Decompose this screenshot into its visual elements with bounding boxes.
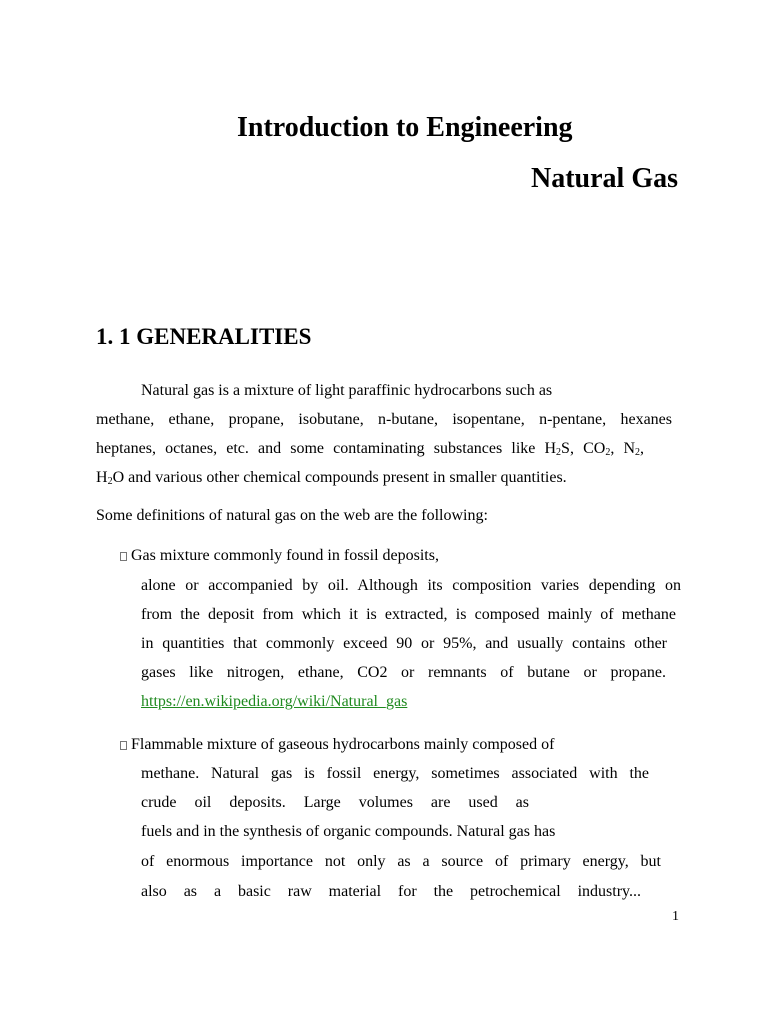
intro-line-3-text-d: ,	[640, 440, 644, 457]
intro-line-2: methane, ethane, propane, isobutane, n-butane, isopentane, n-pentane, hexanes	[96, 411, 672, 428]
definition2-line-4: fuels and in the synthesis of organic compounds. Natural gas has	[141, 823, 556, 840]
subscript: 2	[556, 447, 562, 458]
bullet-icon	[120, 741, 127, 750]
intro-line-4-text-b: O and various other chemical compounds present in smaller quantities.	[112, 469, 567, 486]
wikipedia-link[interactable]: https://en.wikipedia.org/wiki/Natural_gas	[141, 693, 408, 710]
definitions-intro: Some definitions of natural gas on the web are the following:	[96, 507, 488, 524]
subscript: 2	[605, 447, 611, 458]
document-title-line1: Introduction to Engineering	[237, 112, 573, 143]
definition1-line-5: gases like nitrogen, ethane, CO2 or remnants of butane or propane.	[141, 664, 666, 681]
definition2-line-3: crude oil deposits. Large volumes are used as	[141, 794, 529, 811]
definition1-line-4: in quantities that commonly exceed 90 or 95%, and usually contains other	[141, 635, 667, 652]
definition1-line-1	[120, 546, 439, 566]
definition2-line-1	[120, 735, 554, 755]
section-heading: 1. 1 GENERALITIES	[96, 324, 312, 349]
intro-line-3	[96, 439, 644, 459]
bullet-icon	[120, 552, 127, 561]
intro-line-3-text-a: heptanes, octanes, etc. and some contaminating substances like H	[96, 440, 557, 457]
definition1-line-3: from the deposit from which it is extracted, is composed mainly of methane	[141, 606, 676, 623]
intro-line-3-text-b: S, CO	[561, 440, 606, 457]
document-title-line2: Natural Gas	[531, 163, 678, 194]
intro-line-3-text-c: , N	[610, 440, 635, 457]
definition2-line-6: also as a basic raw material for the petrochemical industry...	[141, 883, 641, 900]
definition2-line-1-text: Flammable mixture of gaseous hydrocarbons mainly composed of	[131, 736, 555, 753]
subscript: 2	[107, 476, 113, 487]
intro-line-1: Natural gas is a mixture of light paraffinic hydrocarbons such as	[141, 382, 553, 399]
intro-line-4-text-a: H	[96, 469, 108, 486]
subscript: 2	[635, 447, 640, 458]
definition1-line-1-text: Gas mixture commonly found in fossil deposits,	[131, 547, 439, 564]
intro-line-4	[96, 468, 567, 488]
page-number: 1	[672, 909, 679, 924]
definition1-line-2: alone or accompanied by oil. Although its composition varies depending on	[141, 577, 681, 594]
definition2-line-5: of enormous importance not only as a source of primary energy, but	[141, 853, 661, 870]
definition2-line-2: methane. Natural gas is fossil energy, sometimes associated with the	[141, 765, 649, 782]
